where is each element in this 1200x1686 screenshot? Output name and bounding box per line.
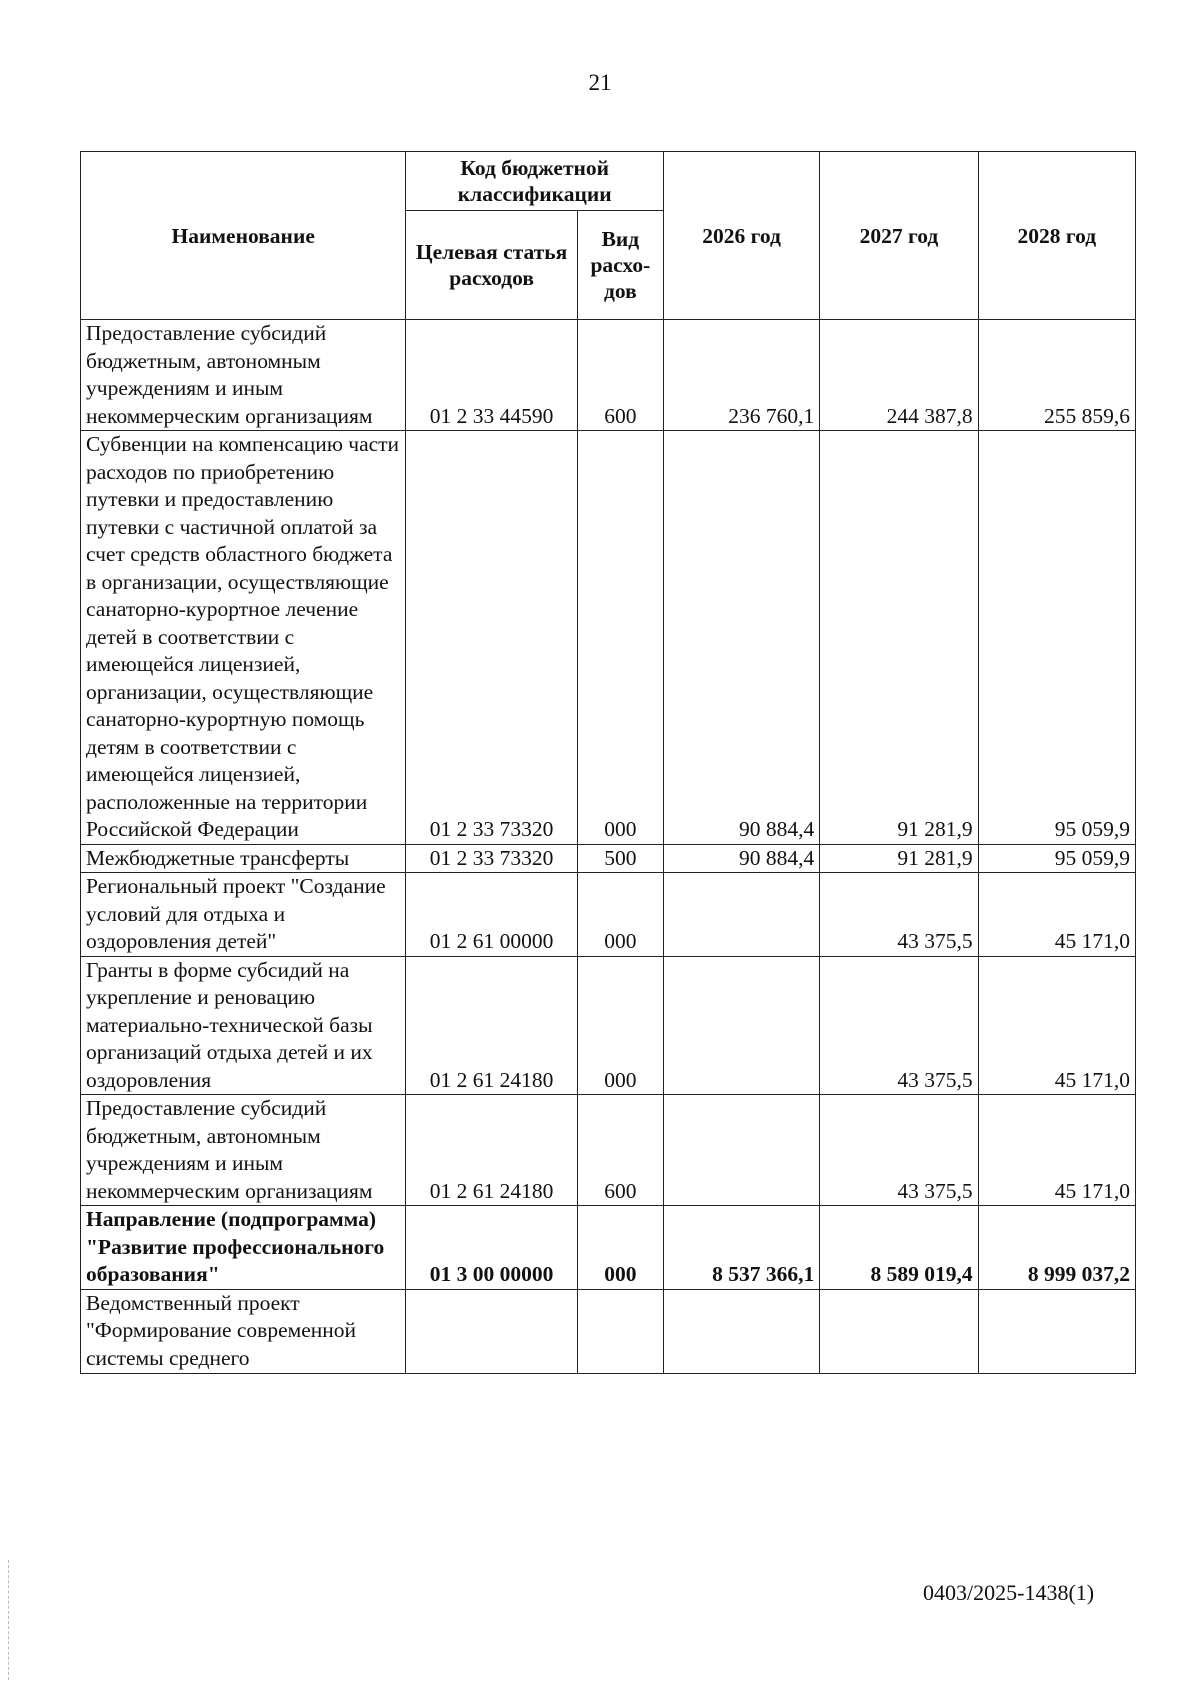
row-expense-type: 500 bbox=[577, 844, 663, 873]
row-target-article: 01 3 00 00000 bbox=[406, 1206, 577, 1290]
table-row bbox=[81, 956, 1136, 1095]
scan-margin-marks bbox=[8, 1560, 13, 1680]
header-budget-code: Код бюджетной классификации bbox=[406, 152, 664, 211]
row-target-article: 01 2 33 73320 bbox=[406, 844, 577, 873]
row-2028: 45 171,0 bbox=[978, 956, 1135, 1095]
table-row bbox=[81, 431, 1136, 845]
row-expense-type: 000 bbox=[577, 431, 663, 845]
row-name: Предоставление субсидий бюджетным, автономным учреждениям и иным некоммерческим организациям bbox=[81, 320, 406, 431]
header-2026: 2026 год bbox=[663, 152, 819, 320]
row-2028: 45 171,0 bbox=[978, 1095, 1135, 1206]
row-expense-type: 000 bbox=[577, 1206, 663, 1290]
row-2027: 43 375,5 bbox=[820, 873, 978, 957]
row-target-article: 01 2 61 00000 bbox=[406, 873, 577, 957]
header-2027: 2027 год bbox=[820, 152, 978, 320]
row-2027: 91 281,9 bbox=[820, 431, 978, 845]
row-2026: 90 884,4 bbox=[663, 844, 819, 873]
row-2026 bbox=[663, 956, 819, 1095]
row-expense-type: 600 bbox=[577, 320, 663, 431]
row-2027: 91 281,9 bbox=[820, 844, 978, 873]
row-2028: 45 171,0 bbox=[978, 873, 1135, 957]
row-2026 bbox=[663, 1095, 819, 1206]
row-target-article: 01 2 33 44590 bbox=[406, 320, 577, 431]
document-number: 0403/2025-1438(1) bbox=[923, 1580, 1095, 1605]
row-2028 bbox=[978, 1289, 1135, 1373]
budget-table bbox=[80, 151, 1136, 1374]
page-number: 21 bbox=[588, 70, 612, 95]
table-row bbox=[81, 1289, 1136, 1373]
row-target-article: 01 2 61 24180 bbox=[406, 1095, 577, 1206]
row-expense-type bbox=[577, 1289, 663, 1373]
row-2026 bbox=[663, 873, 819, 957]
row-name: Направление (подпрограмма) "Развитие профессионального образования" bbox=[81, 1206, 406, 1290]
row-2027: 43 375,5 bbox=[820, 956, 978, 1095]
row-2026 bbox=[663, 1289, 819, 1373]
row-target-article: 01 2 33 73320 bbox=[406, 431, 577, 845]
header-expense-type: Вид расхо-дов bbox=[577, 211, 663, 320]
row-2026: 236 760,1 bbox=[663, 320, 819, 431]
row-2028: 255 859,6 bbox=[978, 320, 1135, 431]
row-expense-type: 000 bbox=[577, 873, 663, 957]
row-2027 bbox=[820, 1289, 978, 1373]
table-row-subtotal bbox=[81, 1206, 1136, 1290]
header-2028: 2028 год bbox=[978, 152, 1135, 320]
row-target-article bbox=[406, 1289, 577, 1373]
row-2028: 95 059,9 bbox=[978, 844, 1135, 873]
table-row bbox=[81, 873, 1136, 957]
header-target-article: Целевая статья расходов bbox=[406, 211, 577, 320]
row-name: Региональный проект "Создание условий для отдыха и оздоровления детей" bbox=[81, 873, 406, 957]
row-name: Ведомственный проект "Формирование современной системы среднего bbox=[81, 1289, 406, 1373]
table-row bbox=[81, 844, 1136, 873]
row-2027: 8 589 019,4 bbox=[820, 1206, 978, 1290]
table-row bbox=[81, 320, 1136, 431]
row-2026: 90 884,4 bbox=[663, 431, 819, 845]
header-name: Наименование bbox=[81, 152, 406, 320]
row-2026: 8 537 366,1 bbox=[663, 1206, 819, 1290]
row-2027: 244 387,8 bbox=[820, 320, 978, 431]
row-expense-type: 600 bbox=[577, 1095, 663, 1206]
row-name: Субвенции на компенсацию части расходов по приобретению путевки и предоставлению путевки с частичной оплатой за счет средств областного бюджета в организации, осуществляющие санаторно-курортное лечение детей в соответствии с имеющейся лицензией, организации, осуществляющие санаторно-курортную помощь детям в соответствии с имеющейся лицензией, расположенные на территории Российской Федерации bbox=[81, 431, 406, 845]
row-2028: 8 999 037,2 bbox=[978, 1206, 1135, 1290]
row-name: Предоставление субсидий бюджетным, автономным учреждениям и иным некоммерческим организациям bbox=[81, 1095, 406, 1206]
row-name: Гранты в форме субсидий на укрепление и реновацию материально-технической базы организаций отдыха детей и их оздоровления bbox=[81, 956, 406, 1095]
row-2028: 95 059,9 bbox=[978, 431, 1135, 845]
row-name: Межбюджетные трансферты bbox=[81, 844, 406, 873]
row-target-article: 01 2 61 24180 bbox=[406, 956, 577, 1095]
table-row bbox=[81, 1095, 1136, 1206]
row-expense-type: 000 bbox=[577, 956, 663, 1095]
row-2027: 43 375,5 bbox=[820, 1095, 978, 1206]
